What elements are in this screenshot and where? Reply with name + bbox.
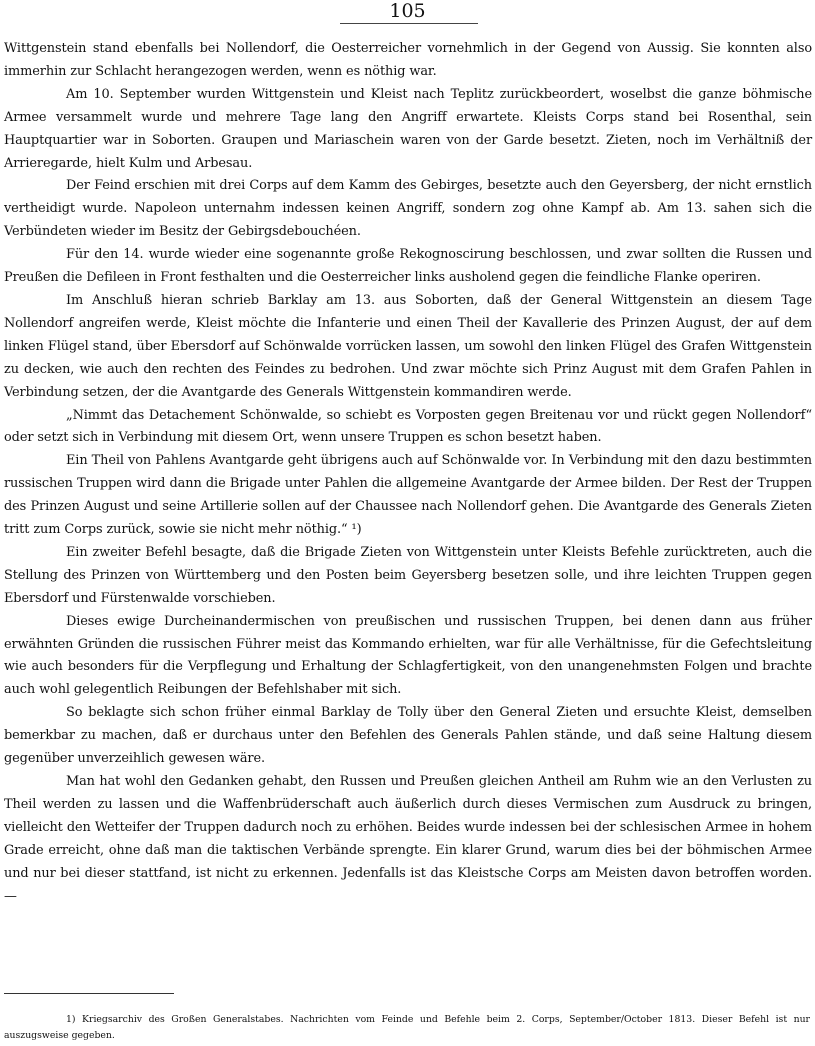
paragraph: So beklagte sich schon früher einmal Barklay de Tolly über den General Zieten und ersuchte Kleist, demselben bemerkbar zu machen, daß er durchaus unter den Befehlen des Generals Pahlen stände, und daß seine Haltung diesem gegenüber unverzeihlich gewesen wäre.	[4, 705, 812, 767]
header-rule	[340, 23, 478, 24]
paragraph: Ein zweiter Befehl besagte, daß die Brigade Zieten von Wittgenstein unter Kleists Befehle zurücktreten, auch die Stellung des Prinzen von Württemberg und den Posten beim Geyersberg besetzen solle, und ihre leichten Truppen gegen Ebersdorf und Fürstenwalde vorschieben.	[4, 544, 812, 606]
paragraph: „Nimmt das Detachement Schönwalde, so schiebt es Vorposten gegen Breitenau vor und rückt gegen Nollendorf“ oder setzt sich in Verbindung mit diesem Ort, wenn unsere Truppen es schon besetzt haben.	[4, 407, 812, 446]
paragraph: Wittgenstein stand ebenfalls bei Nollendorf, die Oesterreicher vornehmlich in der Gegend von Aussig. Sie konnten also immerhin zur Schlacht herangezogen werden, wenn es nöthig war.	[4, 41, 812, 79]
footnote-rule	[4, 993, 174, 994]
paragraph: Man hat wohl den Gedanken gehabt, den Russen und Preußen gleichen Antheil am Ruhm wie an den Verlusten zu Theil werden zu lassen und die Waffenbrüderschaft auch äußerlich durch dieses Vermischen zum Ausdruck zu bringen, vielleicht den Wetteifer der Truppen dadurch noch zu erhöhen. Beides wurde indessen bei der schlesischen Armee in hohem Grade erreicht, ohne daß man die taktischen Verbände sprengte. Ein klarer Grund, warum dies bei der böhmischen Armee und nur bei dieser stattfand, ist nicht zu erkennen. Jedenfalls ist das Kleistsche Corps am Meisten davon betroffen worden. —	[4, 774, 812, 904]
paragraph: Dieses ewige Durcheinandermischen von preußischen und russischen Truppen, bei denen dann aus früher erwähnten Gründen die russischen Führer meist das Kommando erhielten, war für alle Verhältnisse, für die Gefechtsleitung wie auch besonders für die Verpflegung und Erhaltung der Schlagfertigkeit, von den unangenehmsten Folgen und brachte auch wohl gelegentlich Reibungen der Befehlshaber mit sich.	[4, 613, 812, 698]
paragraph: Für den 14. wurde wieder eine sogenannte große Rekognoscirung beschlossen, und zwar sollten die Russen und Preußen die Defileen in Front festhalten und die Oesterreicher links ausholend gegen die feindliche Flanke operiren.	[4, 247, 812, 286]
paragraph: Im Anschluß hieran schrieb Barklay am 13. aus Soborten, daß der General Wittgenstein an diesem Tage Nollendorf angreifen werde, Kleist möchte die Infanterie und einen Theil der Kavallerie des Prinzen August, der auf dem linken Flügel stand, über Ebersdorf auf Schönwalde vorrücken lassen, um sowohl den linken Flügel des Grafen Wittgenstein zu decken, wie auch den rechten des Feindes zu bedrohen. Und zwar möchte sich Prinz August mit dem Grafen Pahlen in Verbindung setzen, der die Avantgarde des Generals Wittgenstein kommandiren werde.	[4, 292, 812, 400]
page-number: 105	[389, 0, 426, 22]
body-text	[4, 38, 812, 908]
footnote: 1) Kriegsarchiv des Großen Generalstabes. Nachrichten vom Feinde und Befehle beim 2. Corps, September/October 1813. Dieser Befehl ist nur auszugsweise gegeben.	[4, 1014, 810, 1041]
paragraph: Ein Theil von Pahlens Avantgarde geht übrigens auch auf Schönwalde vor. In Verbindung mit den dazu bestimmten russischen Truppen wird dann die Brigade unter Pahlen die allgemeine Avantgarde der Armee bilden. Der Rest der Truppen des Prinzen August und seine Artillerie sollen auf der Chaussee nach Nollendorf gehen. Die Avantgarde des Generals Zieten tritt zum Corps zurück, sowie sie nicht mehr nöthig.“ ¹)	[4, 453, 812, 538]
paragraph: Der Feind erschien mit drei Corps auf dem Kamm des Gebirges, besetzte auch den Geyersberg, der nicht ernstlich vertheidigt wurde. Napoleon unternahm indessen keinen Angriff, sondern zog ohne Kampf ab. Am 13. sahen sich die Verbündeten wieder im Besitz der Gebirgsdebouchéen.	[4, 178, 812, 240]
paragraph: Am 10. September wurden Wittgenstein und Kleist nach Teplitz zurückbeordert, woselbst die ganze böhmische Armee versammelt wurde und mehrere Tage lang den Angriff erwartete. Kleists Corps stand bei Rosenthal, sein Hauptquartier war in Soborten. Graupen und Mariaschein waren von der Garde besetzt. Zieten, noch im Verhältniß der Arrieregarde, hielt Kulm und Arbesau.	[4, 86, 812, 171]
